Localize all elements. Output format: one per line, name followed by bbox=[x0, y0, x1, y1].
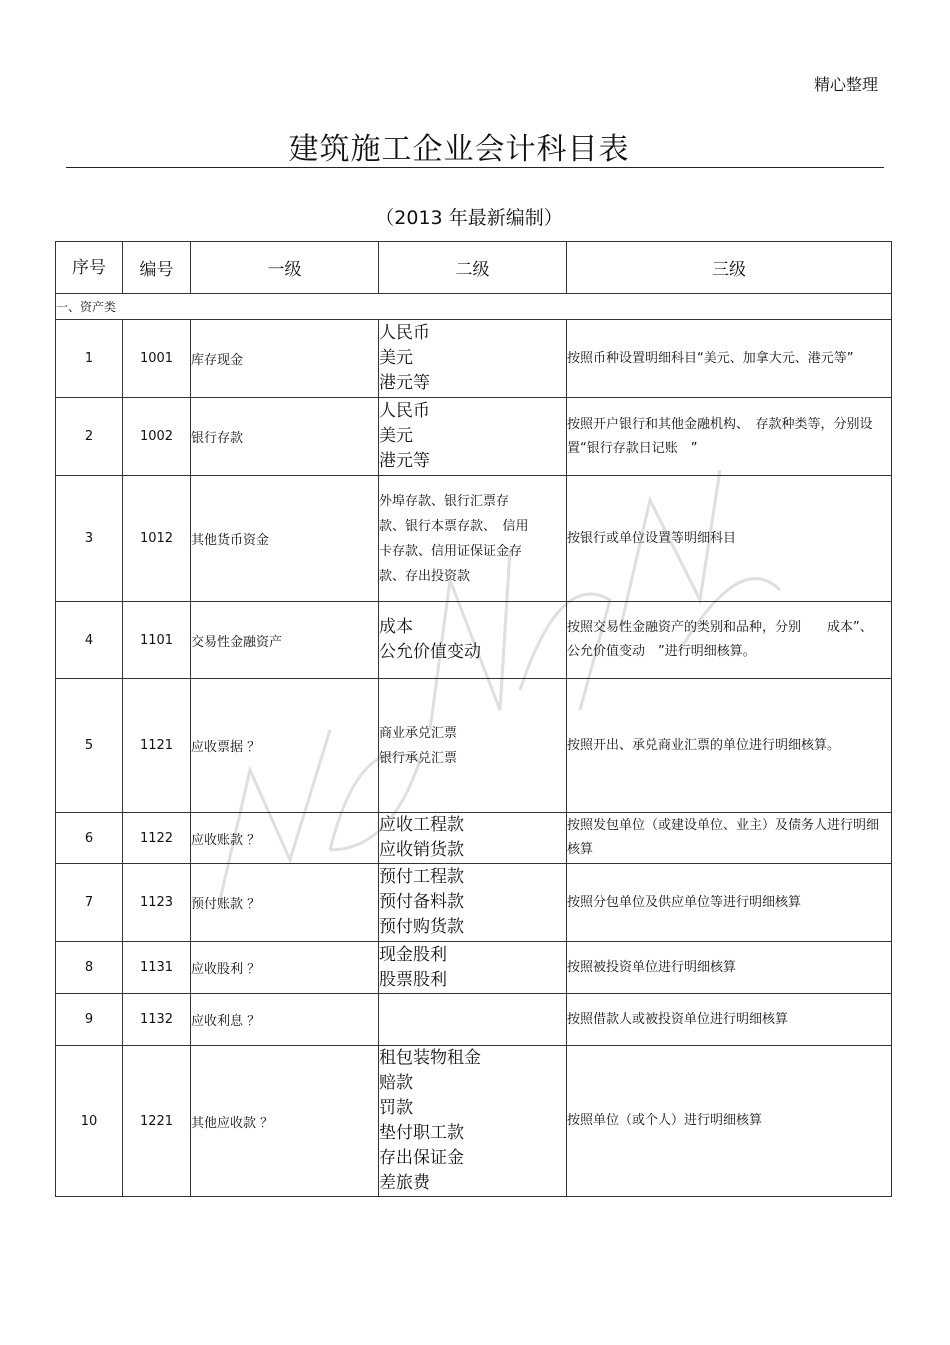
table-row bbox=[56, 398, 892, 476]
seq-cell: 5 bbox=[56, 679, 123, 813]
level2-subitem: 预付购货款 bbox=[379, 917, 464, 937]
level2-subitem: 预付工程款 bbox=[379, 867, 464, 887]
account-code-cell: 1121 bbox=[123, 679, 191, 813]
account-code-cell: 1122 bbox=[123, 813, 191, 864]
level2-subitem: 银行承兑汇票 bbox=[379, 750, 458, 766]
level2-subitem: 垫付职工款 bbox=[379, 1123, 464, 1143]
level2-account-cell bbox=[379, 813, 567, 864]
seq-cell: 8 bbox=[56, 942, 123, 994]
level2-subitem: 差旅费 bbox=[379, 1173, 430, 1193]
level3-description-cell: 按照交易性金融资产的类别和品种，分别 成本”、 公允价值变动 ”进行明细核算。 bbox=[567, 602, 892, 679]
level2-account-cell bbox=[379, 320, 567, 398]
level3-description-cell: 按银行或单位设置等明细科目 bbox=[567, 476, 892, 602]
seq-cell: 1 bbox=[56, 320, 123, 398]
level2-subitem: 美元 bbox=[379, 426, 413, 446]
table-row bbox=[56, 1046, 892, 1197]
table-row bbox=[56, 320, 892, 398]
account-code-cell: 1001 bbox=[123, 320, 191, 398]
level2-subitem: 款、银行本票存款、 信用 bbox=[379, 518, 529, 534]
seq-cell: 9 bbox=[56, 994, 123, 1046]
level2-subitem: 人民币 bbox=[379, 401, 430, 421]
level2-subitem: 现金股利 bbox=[379, 944, 447, 965]
table-row bbox=[56, 994, 892, 1046]
table-row bbox=[56, 602, 892, 679]
table-row bbox=[56, 476, 892, 602]
column-header-level3: 三级 bbox=[567, 242, 892, 294]
account-code-cell: 1002 bbox=[123, 398, 191, 476]
level1-account-cell: 其他货币资金 bbox=[191, 476, 379, 602]
account-code-cell: 1131 bbox=[123, 942, 191, 994]
level1-account-cell: 交易性金融资产 bbox=[191, 602, 379, 679]
level1-account-cell: 应收股利 ？ bbox=[191, 942, 379, 994]
accounts-table bbox=[55, 241, 892, 1197]
level1-account-cell: 库存现金 bbox=[191, 320, 379, 398]
level2-account-cell bbox=[379, 864, 567, 942]
level3-description-cell: 按照币种设置明细科目“美元、加拿大元、港元等” bbox=[567, 320, 892, 398]
level1-account-cell: 应收利息 ？ bbox=[191, 994, 379, 1046]
seq-cell: 2 bbox=[56, 398, 123, 476]
level2-account-cell bbox=[379, 942, 567, 994]
level3-description-cell: 按照单位（或个人）进行明细核算 bbox=[567, 1046, 892, 1197]
level2-account-cell bbox=[379, 476, 567, 602]
level1-account-cell: 银行存款 bbox=[191, 398, 379, 476]
level2-subitem: 外埠存款、银行汇票存 bbox=[379, 493, 510, 509]
level2-subitem: 股票股利 bbox=[379, 969, 447, 990]
document-subtitle: （2013 年最新编制） bbox=[375, 207, 563, 229]
level2-account-cell bbox=[379, 398, 567, 476]
level2-subitem: 款、存出投资款 bbox=[379, 568, 471, 584]
table-row bbox=[56, 942, 892, 994]
level2-subitem: 赔款 bbox=[379, 1073, 413, 1093]
level2-subitem: 商业承兑汇票 bbox=[379, 725, 458, 741]
level1-account-cell: 预付账款 ？ bbox=[191, 864, 379, 942]
account-code-cell: 1221 bbox=[123, 1046, 191, 1197]
level3-description-cell: 按照借款人或被投资单位进行明细核算 bbox=[567, 994, 892, 1046]
level2-account-cell bbox=[379, 994, 567, 1046]
level3-description-cell: 按照被投资单位进行明细核算 bbox=[567, 942, 892, 994]
level2-subitem: 租包装物租金 bbox=[379, 1048, 481, 1068]
level2-account-cell bbox=[379, 602, 567, 679]
level2-subitem: 港元等 bbox=[379, 373, 430, 393]
seq-cell: 6 bbox=[56, 813, 123, 864]
level2-subitem: 港元等 bbox=[379, 451, 430, 471]
seq-cell: 4 bbox=[56, 602, 123, 679]
level2-subitem: 应收工程款 bbox=[379, 815, 464, 835]
level3-description-cell: 按照开出、承兑商业汇票的单位进行明细核算。 bbox=[567, 679, 892, 813]
level2-subitem: 卡存款、信用证保证金存 bbox=[379, 543, 523, 559]
account-code-cell: 1012 bbox=[123, 476, 191, 602]
corner-note: 精心整理 bbox=[813, 75, 878, 94]
level2-subitem: 成本 bbox=[379, 617, 413, 637]
account-code-cell: 1101 bbox=[123, 602, 191, 679]
column-header-level1: 一级 bbox=[191, 242, 379, 294]
account-code-cell: 1132 bbox=[123, 994, 191, 1046]
table-row bbox=[56, 864, 892, 942]
account-code-cell: 1123 bbox=[123, 864, 191, 942]
level1-account-cell: 应收票据 ？ bbox=[191, 679, 379, 813]
table-row bbox=[56, 679, 892, 813]
level2-subitem: 应收销货款 bbox=[379, 840, 464, 860]
seq-cell: 3 bbox=[56, 476, 123, 602]
level2-account-cell bbox=[379, 679, 567, 813]
level3-description-cell: 按照分包单位及供应单位等进行明细核算 bbox=[567, 864, 892, 942]
section-row bbox=[56, 294, 892, 320]
level2-subitem: 美元 bbox=[379, 348, 413, 368]
level2-subitem: 罚款 bbox=[379, 1098, 413, 1118]
level2-subitem: 人民币 bbox=[379, 323, 430, 343]
column-header-code: 编号 bbox=[123, 242, 191, 294]
section-label: 一、资产类 bbox=[56, 294, 892, 320]
seq-cell: 10 bbox=[56, 1046, 123, 1197]
level1-account-cell: 其他应收款 ？ bbox=[191, 1046, 379, 1197]
column-header-level2: 二级 bbox=[379, 242, 567, 294]
level2-subitem: 公允价值变动 bbox=[379, 642, 481, 662]
level1-account-cell: 应收账款 ？ bbox=[191, 813, 379, 864]
level3-description-cell: 按照发包单位（或建设单位、业主）及债务人进行明细核算 bbox=[567, 813, 892, 864]
level2-subitem: 预付备料款 bbox=[379, 892, 464, 912]
level3-description-cell: 按照开户银行和其他金融机构、 存款种类等，分别设置“银行存款日记账 ” bbox=[567, 398, 892, 476]
title-divider bbox=[66, 167, 884, 168]
table-header-row bbox=[56, 242, 892, 294]
seq-cell: 7 bbox=[56, 864, 123, 942]
column-header-seq: 序号 bbox=[56, 242, 123, 294]
document-title: 建筑施工企业会计科目表 bbox=[288, 132, 630, 167]
table-row bbox=[56, 813, 892, 864]
level2-account-cell bbox=[379, 1046, 567, 1197]
level2-subitem: 存出保证金 bbox=[379, 1148, 464, 1168]
